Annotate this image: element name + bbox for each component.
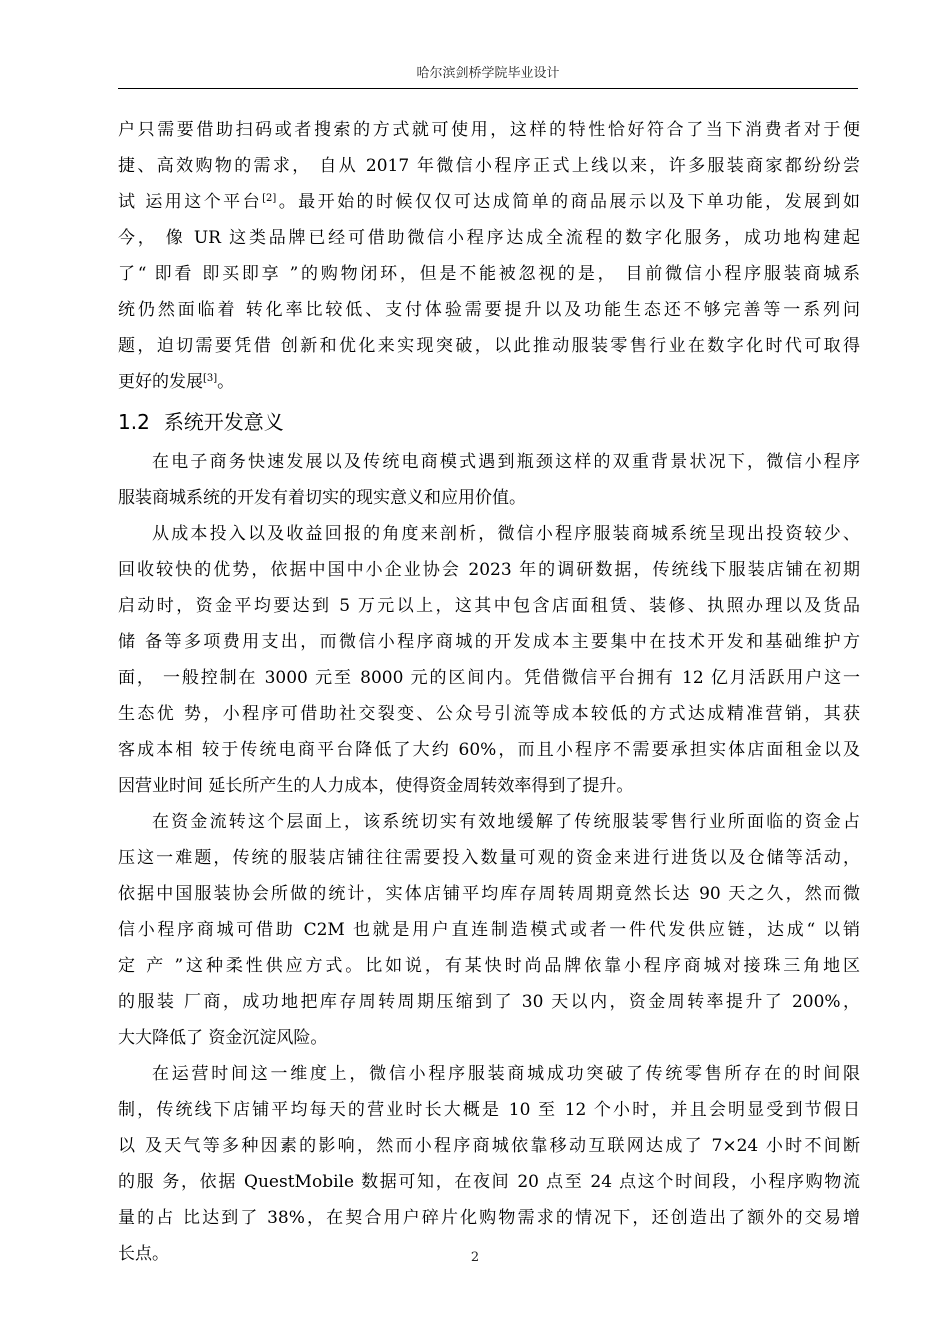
section-number: 1.2	[118, 410, 150, 434]
section-title: 系统开发意义	[163, 410, 284, 434]
text-line: 因营业时间 延长所产生的人力成本，使得资金周转效率得到了提升。	[118, 776, 634, 796]
text-line: 生态优 势，小程序可借助社交裂变、公众号引流等成本较低的方式达成精准营销，其获	[118, 704, 860, 724]
text-line: 服装商城系统的开发有着切实的现实意义和应用价值。	[118, 488, 526, 508]
text-line: 储 备等多项费用支出，而微信小程序商城的开发成本主要集中在技术开发和基础维护方	[118, 632, 860, 652]
text-line	[118, 184, 860, 220]
paragraph	[118, 1056, 860, 1272]
text-line: 捷、高效购物的需求， 自从 2017 年微信小程序正式上线以来，许多服装商家都纷纷尝	[118, 156, 860, 176]
paragraph	[118, 516, 860, 804]
text-line: 以 及天气等多种因素的影响，然而小程序商城依靠移动互联网达成了 7×24 小时不间断	[118, 1136, 860, 1156]
header-title: 哈尔滨剑桥学院毕业设计	[416, 66, 560, 81]
page-header	[118, 64, 858, 89]
text-line: 题，迫切需要凭借 创新和优化来实现突破，以此推动服装零售行业在数字化时代可取得	[118, 336, 860, 356]
page-number: 2	[470, 1250, 480, 1265]
section-heading	[118, 400, 860, 444]
text-line: 今， 像 UR 这类品牌已经可借助微信小程序达成全流程的数字化服务，成功地构建起	[118, 228, 860, 248]
text-line: 的服 务，依据 QuestMobile 数据可知，在夜间 20 点至 24 点这个时间段，小程序购物流	[118, 1172, 860, 1192]
text-line: 信小程序商城可借助 C2M 也就是用户直连制造模式或者一件代发供应链，达成“ 以销	[118, 920, 860, 940]
paragraph	[118, 112, 860, 400]
text-line: 面， 一般控制在 3000 元至 8000 元的区间内。凭借微信平台拥有 12 亿月活跃用户这一	[118, 668, 860, 688]
text-line: 在电子商务快速发展以及传统电商模式遇到瓶颈这样的双重背景状况下，微信小程序	[152, 452, 860, 472]
citation-ref: [2]	[262, 193, 277, 204]
paragraph	[118, 444, 860, 516]
text-segment: 试 运用这个平台	[118, 192, 263, 212]
text-line: 定 产 ”这种柔性供应方式。比如说，有某快时尚品牌依靠小程序商城对接珠三角地区	[118, 956, 860, 976]
text-line: 量的占 比达到了 38%，在契合用户碎片化购物需求的情况下，还创造出了额外的交易增	[118, 1208, 860, 1228]
text-line: 从成本投入以及收益回报的角度来剖析，微信小程序服装商城系统呈现出投资较少、	[152, 524, 860, 544]
text-line: 长点。	[118, 1244, 169, 1264]
text-line: 客成本相 较于传统电商平台降低了大约 60%，而且小程序不需要承担实体店面租金以及	[118, 740, 860, 760]
text-line: 制，传统线下店铺平均每天的营业时长大概是 10 至 12 个小时，并且会明显受到节假日	[118, 1100, 860, 1120]
text-line: 回收较快的优势，依据中国中小企业协会 2023 年的调研数据，传统线下服装店铺在初期	[118, 560, 860, 580]
text-line: 启动时，资金平均要达到 5 万元以上，这其中包含店面租赁、装修、执照办理以及货品	[118, 596, 860, 616]
text-segment: 。最开始的时候仅仅可达成简单的商品展示以及下单功能，发展到如	[276, 192, 861, 212]
citation-ref: [3]	[203, 373, 218, 384]
paragraph	[118, 804, 860, 1056]
text-line: 在运营时间这一维度上，微信小程序服装商城成功突破了传统零售所存在的时间限	[152, 1064, 860, 1084]
text-line: 了“ 即看 即买即享 ”的购物闭环，但是不能被忽视的是， 目前微信小程序服装商城系	[118, 264, 860, 284]
text-line: 压这一难题，传统的服装店铺往往需要投入数量可观的资金来进行进货以及仓储等活动，	[118, 848, 860, 868]
text-line: 依据中国服装协会所做的统计，实体店铺平均库存周转周期竟然长达 90 天之久，然而微	[118, 884, 860, 904]
text-segment: 更好的发展	[118, 372, 203, 392]
document-body	[118, 112, 860, 1272]
text-line: 户只需要借助扫码或者搜索的方式就可使用，这样的特性恰好符合了当下消费者对于便	[118, 120, 860, 140]
text-line: 统仍然面临着 转化率比较低、支付体验需要提升以及功能生态还不够完善等一系列问	[118, 300, 860, 320]
text-line: 的服装 厂商，成功地把库存周转周期压缩到了 30 天以内，资金周转率提升了 200%，	[118, 992, 860, 1012]
text-line	[118, 364, 860, 400]
text-line: 在资金流转这个层面上，该系统切实有效地缓解了传统服装零售行业所面临的资金占	[152, 812, 860, 832]
text-segment: 。	[217, 372, 235, 392]
text-line: 大大降低了 资金沉淀风险。	[118, 1028, 328, 1048]
